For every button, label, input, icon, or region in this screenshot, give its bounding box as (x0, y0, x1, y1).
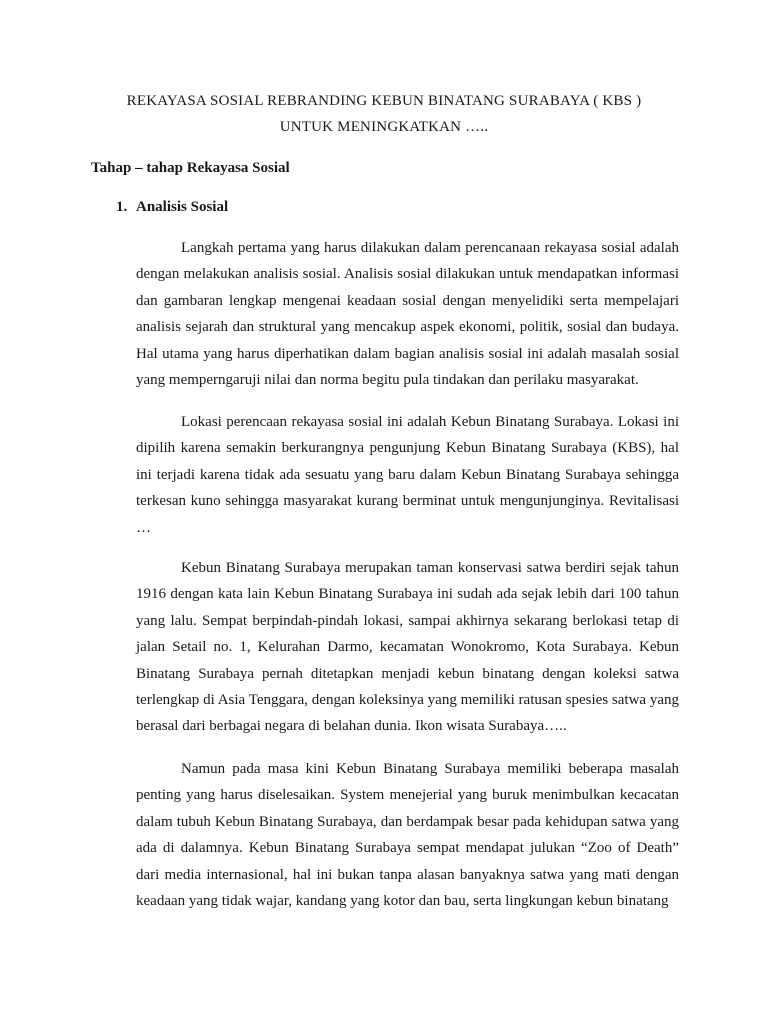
paragraph-3 (136, 555, 679, 740)
paragraph-2 (136, 409, 679, 541)
section-heading: Tahap – tahap Rekayasa Sosial (91, 160, 290, 176)
subsection-number: 1. (116, 199, 128, 215)
paragraph-4-text: Namun pada masa kini Kebun Binatang Surabaya memiliki beberapa masalah penting yang harus diselesaikan. System menejerial yang buruk menimbulkan kecacatan dalam tubuh Kebun Binatang Surabaya, dan berdampak besar pada kehidupan satwa yang ada di dalamnya. Kebun Binatang Surabaya sempat mendapat julukan “Zoo of Death” dari media internasional, hal ini bukan tanpa alasan banyaknya satwa yang mati dengan keadaan yang tidak wajar, kandang yang kotor dan bau, serta lingkungan kebun binatang (136, 761, 679, 910)
paragraph-2-text: Lokasi perencaan rekayasa sosial ini adalah Kebun Binatang Surabaya. Lokasi ini dipilih karena semakin berkurangnya pengunjung Kebun Binatang Surabaya (KBS), hal ini terjadi karena tidak ada sesuatu yang baru dalam Kebun Binatang Surabaya sehingga terkesan kuno sehingga masyarakat kurang berminat untuk mengunjunginya. Revitalisasi … (136, 414, 679, 536)
paragraph-4 (136, 756, 679, 914)
paragraph-1-text: Langkah pertama yang harus dilakukan dalam perencanaan rekayasa sosial adalah dengan melakukan analisis sosial. Analisis sosial dilakukan untuk mendapatkan informasi dan gambaran lengkap mengenai keadaan sosial dengan menyelidiki serta mempelajari analisis sejarah dan struktural yang mencakup aspek ekonomi, politik, sosial dan budaya. Hal utama yang harus diperhatikan dalam bagian analisis sosial ini adalah masalah sosial yang memperngaruji nilai dan norma begitu pula tindakan dan perilaku masyarakat. (136, 240, 679, 389)
subsection-heading (116, 199, 228, 216)
document-title-line-1: REKAYASA SOSIAL REBRANDING KEBUN BINATANG SURABAYA ( KBS ) (126, 93, 642, 109)
paragraph-1 (136, 235, 679, 393)
document-title-line-2: UNTUK MENINGKATKAN ….. (279, 119, 489, 135)
subsection-label: Analisis Sosial (136, 199, 229, 215)
paragraph-3-text: Kebun Binatang Surabaya merupakan taman konservasi satwa berdiri sejak tahun 1916 dengan kata lain Kebun Binatang Surabaya ini sudah ada sejak lebih dari 100 tahun yang lalu. Sempat berpindah-pindah lokasi, sampai akhirnya sekarang berlokasi tetap di jalan Setail no. 1, Kelurahan Darmo, kecamatan Wonokromo, Kota Surabaya. Kebun Binatang Surabaya pernah ditetapkan menjadi kebun binatang dengan koleksi satwa terlengkap di Asia Tenggara, dengan koleksinya yang memiliki ratusan spesies satwa yang berasal dari berbagai negara di belahan dunia. Ikon wisata Surabaya….. (136, 560, 679, 735)
